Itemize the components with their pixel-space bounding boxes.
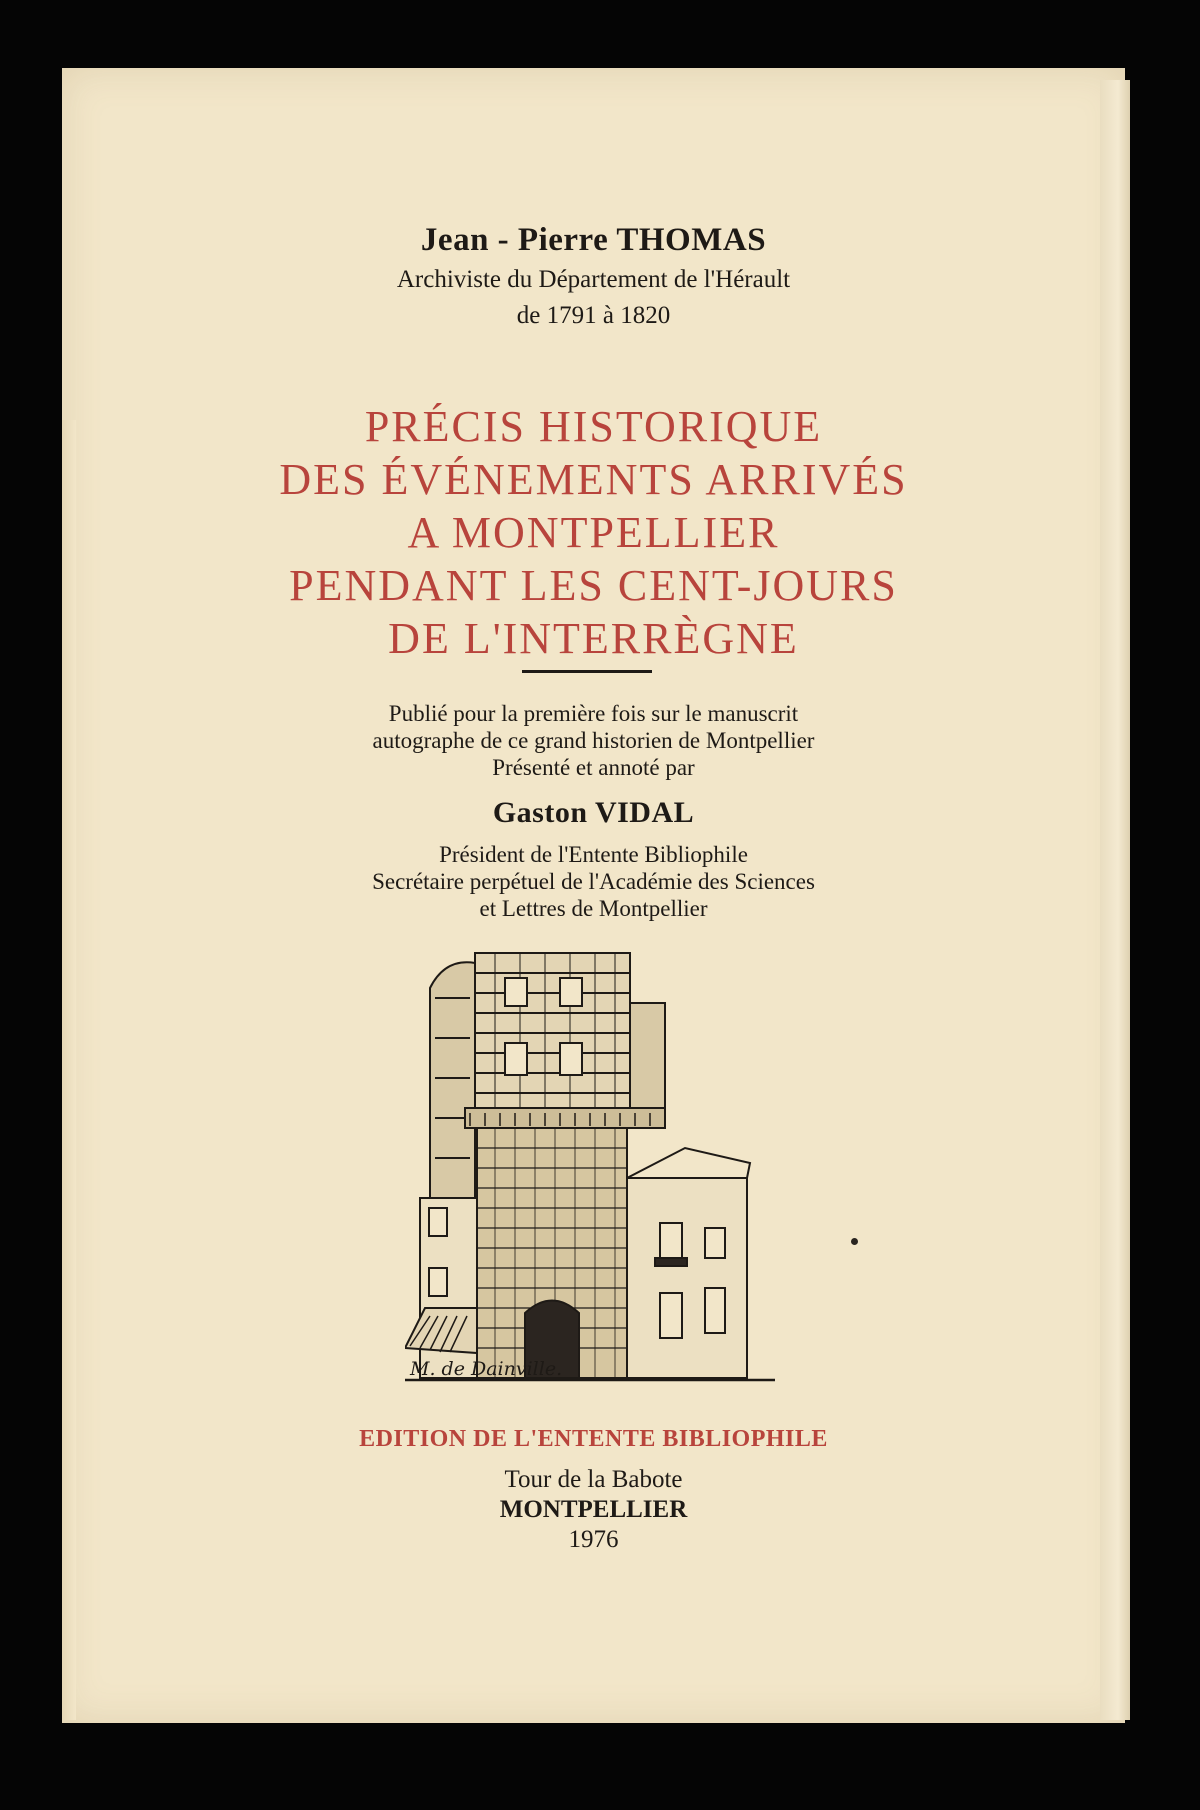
title-line: PENDANT LES CENT-JOURS — [289, 561, 898, 610]
publisher-name: EDITION DE L'ENTENTE BIBLIOPHILE — [359, 1426, 828, 1452]
editor-role-line: et Lettres de Montpellier — [479, 896, 708, 921]
author-role: Archiviste du Département de l'Hérault — [396, 266, 791, 293]
title-line: PRÉCIS HISTORIQUE — [364, 402, 823, 451]
publisher-city: MONTPELLIER — [499, 1496, 688, 1523]
tower-drawing — [405, 948, 775, 1390]
editor-name: Gaston VIDAL — [492, 796, 695, 829]
publication-note — [62, 700, 1125, 781]
publisher-address — [62, 1465, 1125, 1555]
publication-note-line: Présenté et annoté par — [492, 755, 695, 780]
title-line: A MONTPELLIER — [407, 508, 780, 557]
author-name: Jean - Pierre THOMAS — [420, 222, 767, 258]
title-line: DE L'INTERRÈGNE — [388, 614, 799, 663]
title-divider — [522, 670, 652, 673]
editor-role-line: Secrétaire perpétuel de l'Académie des Sciences — [372, 869, 815, 894]
publication-year: 1976 — [568, 1526, 619, 1553]
editor-roles — [62, 841, 1125, 922]
publisher-address-line: Tour de la Babote — [504, 1466, 683, 1493]
paper-speck — [851, 1238, 858, 1245]
illustrator-signature: M. de Dainville. — [410, 1358, 563, 1380]
publication-note-line: Publié pour la première fois sur le manuscrit — [388, 701, 799, 726]
book-title — [62, 400, 1125, 665]
title-line: DES ÉVÉNEMENTS ARRIVÉS — [279, 455, 908, 504]
editor-role-line: Président de l'Entente Bibliophile — [439, 842, 748, 867]
publication-note-line: autographe de ce grand historien de Montpellier — [372, 728, 815, 753]
author-years: de 1791 à 1820 — [516, 302, 671, 329]
